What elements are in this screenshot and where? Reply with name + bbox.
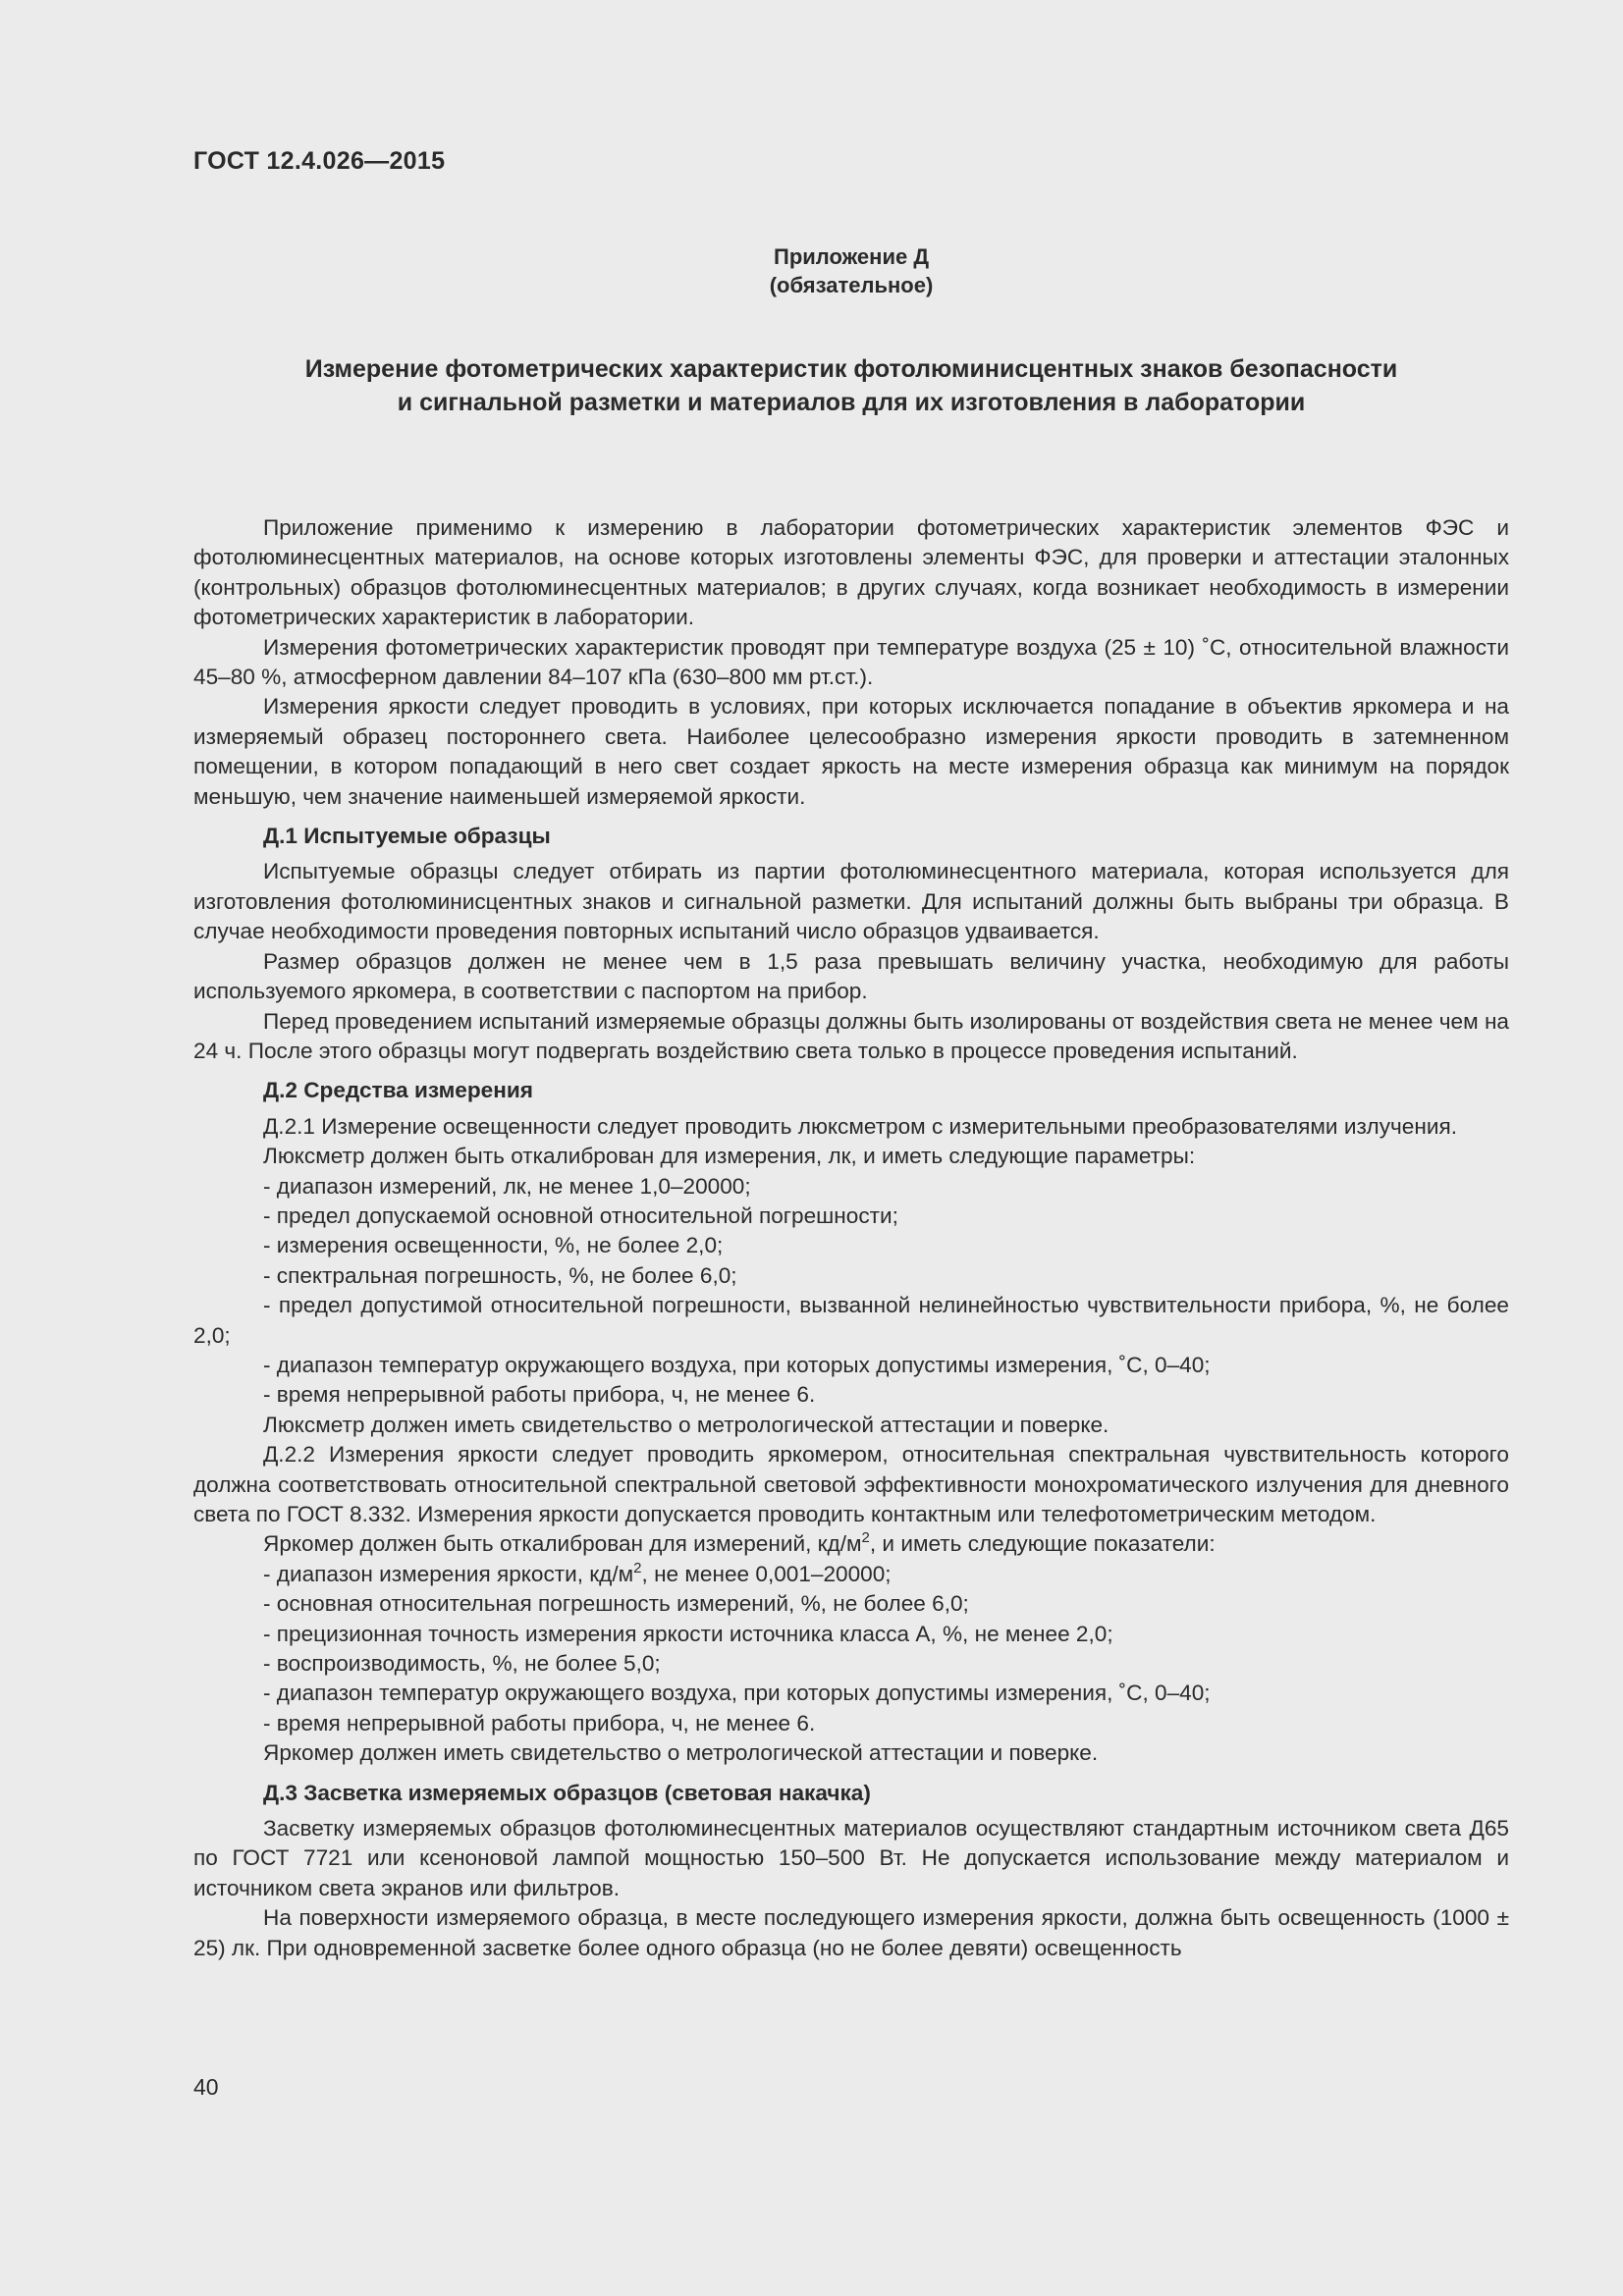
title-line: Измерение фотометрических характеристик фотолюминисцентных знаков безопасности bbox=[304, 355, 1398, 383]
superscript: 2 bbox=[861, 1529, 870, 1547]
intro-paragraph: Приложение применимо к измерению в лаборатории фотометрических характеристик элементов ФЭС и фотолюминесцентных материалов, на основе которых изготовлены элементы ФЭС, для проверки и аттестации эталонных (контрольных) образцов фотолюминесцентных материалов; в других случаях, когда возникает необходимость в измерении фотометрических характеристик в лаборатории. bbox=[193, 515, 1509, 630]
title-line: и сигнальной разметки и материалов для их изготовления в лаборатории bbox=[397, 389, 1306, 416]
section-paragraph: Люксметр должен быть откалиброван для измерения, лк, и иметь следующие параметры: bbox=[263, 1144, 1196, 1169]
section-paragraph: Д.2.1 Измерение освещенности следует проводить люксметром с измерительными преобразователями излучения. bbox=[263, 1113, 1457, 1139]
list-item: - время непрерывной работы прибора, ч, не менее 6. bbox=[263, 1382, 816, 1408]
document-code: ГОСТ 12.4.026—2015 bbox=[193, 147, 446, 175]
section-paragraph: Перед проведением испытаний измеряемые образцы должны быть изолированы от воздействия света не менее чем на 24 ч. После этого образцы могут подвергать воздействию света только в процессе проведения испытаний. bbox=[193, 1008, 1509, 1063]
section-paragraph: Размер образцов должен не менее чем в 1,5 раза превышать величину участка, необходимую для работы используемого яркомера, в соответствии с паспортом на прибор. bbox=[193, 948, 1509, 1004]
intro-paragraph: Измерения яркости следует проводить в условиях, при которых исключается попадание в объектив яркомера и на измеряемый образец постороннего света. Наиболее целесообразно измерения яркости проводить в затемненном помещении, в котором попадающий в него свет создает яркость на месте измерения образца как минимум на порядок меньшую, чем значение наименьшей измеряемой яркости. bbox=[193, 694, 1509, 809]
annex-status: (обязательное) bbox=[769, 273, 934, 297]
text-run: Яркомер должен быть откалиброван для измерений, кд/м bbox=[263, 1531, 862, 1557]
annex-main-title bbox=[193, 352, 1509, 419]
section-heading-d1: Д.1 Испытуемые образцы bbox=[263, 824, 551, 849]
intro-paragraph: Измерения фотометрических характеристик проводят при температуре воздуха (25 ± 10) ˚С, относительной влажности 45–80 %, атмосферном давлении 84–107 кПа (630–800 мм рт.ст.). bbox=[193, 634, 1509, 690]
text-run: - диапазон измерения яркости, кд/м bbox=[263, 1561, 634, 1586]
list-item: - диапазон температур окружающего воздуха, при которых допустимы измерения, ˚С, 0–40; bbox=[263, 1352, 1211, 1377]
section-heading-d3: Д.3 Засветка измеряемых образцов (световая накачка) bbox=[263, 1780, 871, 1805]
section-paragraph: Засветку измеряемых образцов фотолюминесцентных материалов осуществляют стандартным источником света Д65 по ГОСТ 7721 или ксеноновой лампой мощностью 150–500 Вт. Не допускается использование между материалом и источником света экранов или фильтров. bbox=[193, 1816, 1509, 1900]
section-heading-d2: Д.2 Средства измерения bbox=[263, 1078, 533, 1103]
list-item: - спектральная погрешность, %, не более 6,0; bbox=[263, 1262, 737, 1288]
document-body bbox=[193, 513, 1509, 1963]
list-item: - диапазон измерений, лк, не менее 1,0–20000; bbox=[263, 1173, 751, 1199]
section-paragraph: Испытуемые образцы следует отбирать из партии фотолюминесцентного материала, которая используется для изготовления фотолюминисцентных знаков и сигнальной разметки. Для испытаний должны быть выбраны три образца. В случае необходимости проведения повторных испытаний число образцов удваивается. bbox=[193, 859, 1509, 944]
list-item: - время непрерывной работы прибора, ч, не менее 6. bbox=[263, 1710, 816, 1735]
list-item: - прецизионная точность измерения яркости источника класса А, %, не менее 2,0; bbox=[263, 1621, 1113, 1646]
list-item: - предел допускаемой основной относительной погрешности; bbox=[263, 1202, 898, 1228]
list-item bbox=[193, 1560, 1509, 1589]
annex-title: Приложение Д bbox=[774, 244, 929, 269]
list-item: - воспроизводимость, %, не более 5,0; bbox=[263, 1651, 661, 1677]
section-paragraph: Д.2.2 Измерения яркости следует проводить яркомером, относительная спектральная чувствительность которого должна соответствовать относительной спектральной световой эффективности монохроматического излучения для дневного света по ГОСТ 8.332. Измерения яркости допускается проводить контактным или телефотометрическим методом. bbox=[193, 1442, 1509, 1526]
list-item: - предел допустимой относительной погрешности, вызванной нелинейностью чувствительности прибора, %, не более 2,0; bbox=[193, 1293, 1509, 1348]
section-paragraph: Люксметр должен иметь свидетельство о метрологической аттестации и поверке. bbox=[263, 1412, 1109, 1437]
text-run: , и иметь следующие показатели: bbox=[869, 1531, 1216, 1557]
text-run: , не менее 0,001–20000; bbox=[641, 1561, 892, 1586]
document-page bbox=[193, 147, 1509, 1963]
list-item: - измерения освещенности, %, не более 2,0; bbox=[263, 1233, 724, 1258]
section-paragraph bbox=[193, 1529, 1509, 1559]
section-paragraph: Яркомер должен иметь свидетельство о метрологической аттестации и поверке. bbox=[263, 1740, 1099, 1766]
page-number: 40 bbox=[193, 2074, 219, 2100]
section-paragraph: На поверхности измеряемого образца, в месте последующего измерения яркости, должна быть освещенность (1000 ± 25) лк. При одновременной засветке более одного образца (но не более девяти) освещенность bbox=[193, 1905, 1509, 1960]
list-item: - диапазон температур окружающего воздуха, при которых допустимы измерения, ˚С, 0–40; bbox=[263, 1681, 1211, 1706]
annex-heading bbox=[193, 242, 1509, 299]
superscript: 2 bbox=[633, 1559, 642, 1576]
list-item: - основная относительная погрешность измерений, %, не более 6,0; bbox=[263, 1591, 969, 1617]
